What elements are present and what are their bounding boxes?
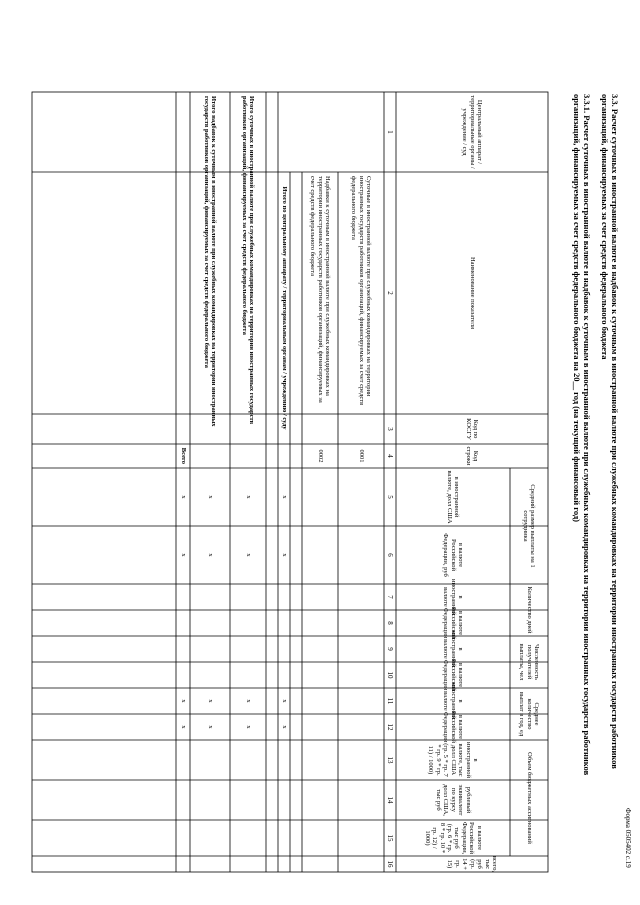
mark-x: x <box>244 495 252 499</box>
row-grand-total-text: Всего <box>179 447 187 464</box>
colnum-4: 4 <box>386 454 395 458</box>
header-col6: в валюте Российской Федерации, руб <box>442 533 465 577</box>
colnum-11: 11 <box>386 697 395 705</box>
row-per-diem-text: Суточные в иностранной валюте при служебных командировках на территории иностранных государств работников организаций, финансируемых за счет средств федерального бюджета <box>350 176 373 406</box>
mark-x: x <box>179 699 187 703</box>
colnum-3: 3 <box>386 427 395 431</box>
colnum-14: 14 <box>386 796 395 804</box>
mark-x: x <box>244 699 252 703</box>
header-indicator: Наименование показателя <box>468 256 476 330</box>
header-kosgu: Код по КОСГУ <box>465 418 480 440</box>
colnum-16: 16 <box>386 860 395 868</box>
mark-x: x <box>280 725 288 729</box>
row-total-per-diem-text: Итого суточных в иностранной валюте при служебных командировках на территории иностранных государств работников организаций, финансируемых за счет средств федерального бюджета <box>241 96 256 425</box>
row-subtotal-text: Итого по центральному аппарату / территориальным органам / учреждению / суду <box>280 186 288 430</box>
form-code: Форма 0505402 с.19 <box>624 808 632 868</box>
mark-x: x <box>244 725 252 729</box>
section-subtitle: 3.3.1. Расчет суточных в иностранной валюте и надбавок к суточным в иностранной валюте при служебных командировках на территории иностранных государств работников организаций, финансируемых за счет средств федерального бюджета на 20__ год (на текущий финансовый год) <box>571 94 592 776</box>
header-people-group: Численность получателей выплаты, чел <box>518 643 541 681</box>
header-volume-group: Объем бюджетных ассигнований <box>525 752 533 844</box>
mark-x: x <box>280 495 288 499</box>
header-col12: в валюте Российской Федерации <box>442 710 465 744</box>
section-title: 3.3. Расчет суточных в иностранной валюте и надбавок к суточным в иностранной валюте при служебных командировках на территории иностранных государств работников организаций, финансируемых за счет средств федерального бюджета <box>599 94 620 769</box>
header-org: Центральный аппарат / территориальные органы / учреждение / суд <box>461 95 484 169</box>
colnum-10: 10 <box>386 671 395 679</box>
mark-x: x <box>280 553 288 557</box>
colnum-8: 8 <box>386 621 395 625</box>
header-col14: рублевый эквивалент по курсу долл США, тыс руб <box>434 784 472 816</box>
row-per-diem-code: 0001 <box>357 449 365 463</box>
header-col5: в иностранной валюте, долл США <box>446 470 461 524</box>
mark-x: x <box>179 553 187 557</box>
colnum-1: 1 <box>386 130 395 134</box>
mark-x: x <box>206 495 214 499</box>
header-row-code: Код строки <box>465 446 480 466</box>
row-allowance-text: Надбавки к суточным в иностранной валюте при служебных командировках на территории иностранных государств работников организаций, финансируемых за счет средств федерального бюджета <box>309 176 332 403</box>
colnum-15: 15 <box>386 834 395 842</box>
colnum-12: 12 <box>386 723 395 731</box>
mark-x: x <box>179 495 187 499</box>
mark-x: x <box>244 553 252 557</box>
row-allowance-code: 0002 <box>316 449 324 463</box>
colnum-5: 5 <box>386 495 395 499</box>
mark-x: x <box>280 699 288 703</box>
mark-x: x <box>206 725 214 729</box>
mark-x: x <box>206 553 214 557</box>
header-col9: в иностранной валюте <box>442 631 465 667</box>
header-col15: в валюте Российской Федерации, тыс руб (гр. 6 * гр. 8 * гр. 10 * гр. 12) / 1000) <box>423 821 483 855</box>
mark-x: x <box>206 699 214 703</box>
colnum-9: 9 <box>386 647 395 651</box>
header-col8: в валюте Российской Федерации <box>442 606 465 640</box>
header-col16: всего, тыс руб (гр. 14 + гр. 15) <box>446 855 499 873</box>
colnum-6: 6 <box>386 553 395 557</box>
header-avg-pay-group: Средний размер выплаты на 1 сотрудника <box>522 484 537 568</box>
header-col10: в валюте Российской Федерации <box>442 658 465 692</box>
header-col7: в иностранной валюте <box>442 579 465 615</box>
row-total-allowance-text: Итого надбавок к суточным в иностранной валюте при служебных командировках на территории иностранных государств работников организаций, финансируемых за счет средств федерального бюджета <box>203 96 218 427</box>
colnum-2: 2 <box>386 291 395 295</box>
header-col11: в иностранной валюте <box>442 683 465 719</box>
header-days-group: Количество дней <box>525 586 533 634</box>
header-avg-count-group: Среднее количество выплат в год, ед <box>518 691 541 737</box>
mark-x: x <box>179 725 187 729</box>
colnum-7: 7 <box>386 595 395 599</box>
header-col13: в иностранной валюте, тыс долл США (гр. 5 * гр. 7 * гр. 9 * гр. 11) / 1000) <box>427 742 480 778</box>
colnum-13: 13 <box>386 756 395 764</box>
